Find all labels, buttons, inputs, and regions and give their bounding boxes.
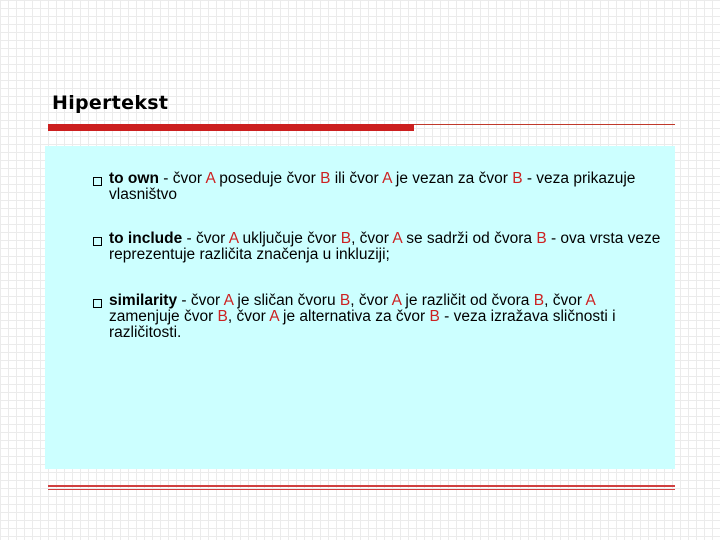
- item-term: to own: [109, 170, 159, 187]
- bottom-rule-thick: [48, 485, 675, 487]
- bottom-rule-thin: [48, 489, 675, 490]
- title-rule-thick: [48, 124, 414, 131]
- list-item: similarity - čvor A je sličan čvoru B, čvor A je različit od čvora B, čvor A zamenjuje čvor B, čvor A je alternativa za čvor B - veza izražava sličnosti i različitosti.: [109, 293, 669, 341]
- item-term: similarity: [109, 292, 178, 309]
- bullet-icon: [93, 299, 102, 308]
- list-item: to include - čvor A uključuje čvor B, čvor A se sadrži od čvora B - ova vrsta veze reprezentuje različita značenja u inkluziji;: [109, 231, 669, 263]
- bullet-icon: [93, 237, 102, 246]
- slide-title: Hipertekst: [52, 92, 169, 114]
- bullet-icon: [93, 177, 102, 186]
- item-term: to include: [109, 230, 183, 247]
- list-item: to own - čvor A poseduje čvor B ili čvor A je vezan za čvor B - veza prikazuje vlasništvo: [109, 171, 669, 203]
